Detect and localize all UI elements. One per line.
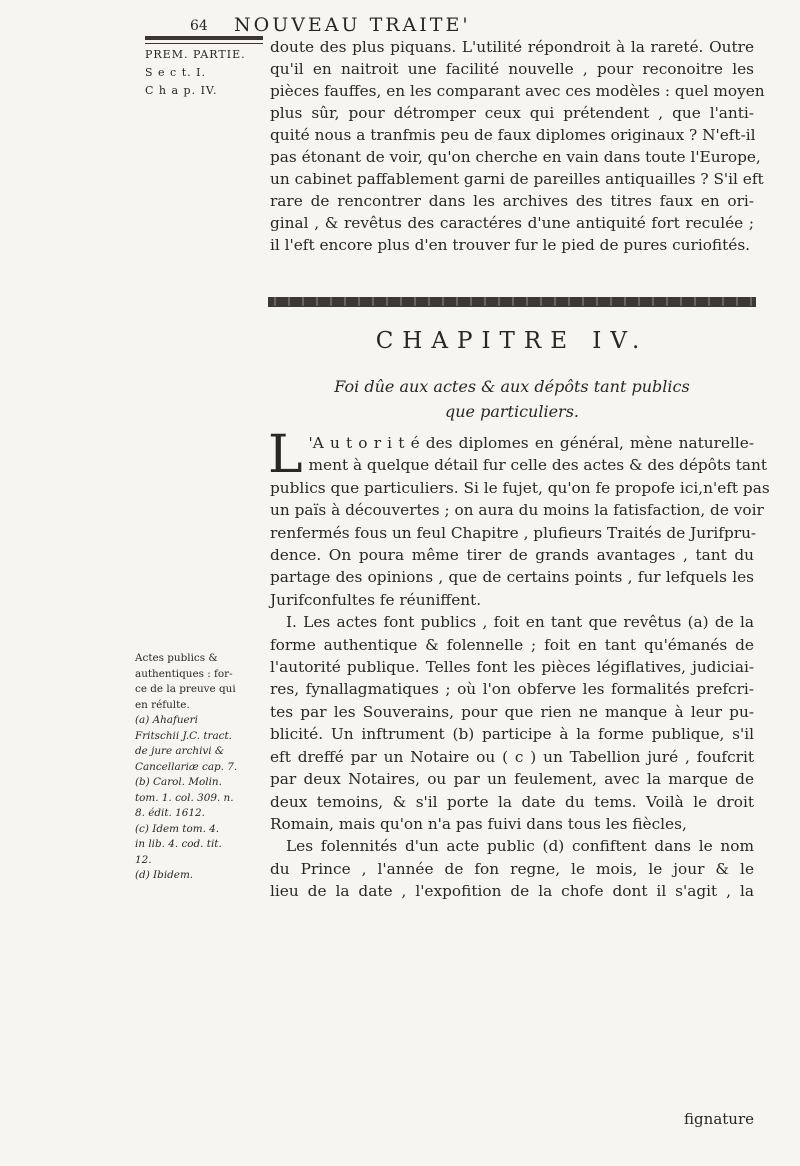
- text-line: Les folennités d'un acte public (d) confiftent dans le nom: [286, 837, 754, 856]
- text-line: pas étonant de voir, qu'on cherche en vain dans toute l'Europe,: [270, 148, 761, 166]
- text-line: renfermés fous un feul Chapitre , plufieurs Traités de Jurifpru-: [270, 523, 757, 542]
- text-line: eft dreffé par un Notaire ou ( c ) un Tabellion juré , foufcrit: [270, 747, 754, 766]
- page-number: 64: [190, 18, 208, 34]
- text-line: dence. On poura même tirer de grands avantages , tant du: [270, 546, 754, 565]
- chapter-body: [268, 425, 770, 903]
- thin-rule: [145, 43, 263, 44]
- footnote-b: (b) Carol. Molin.: [135, 776, 222, 788]
- chapter-title: CHAPITRE IV.: [375, 328, 649, 354]
- margin-notes: [135, 651, 263, 884]
- footnote-a-cont: de jure archivi &: [135, 745, 225, 757]
- ornamental-rule: [268, 297, 756, 307]
- text-line: Jurifconfultes fe réuniffent.: [270, 590, 482, 609]
- text-line: pièces fauffes, en les comparant avec ces modèles : quel moyen: [270, 82, 765, 100]
- text-line: publics que particuliers. Si le fujet, qu'on fe propofe ici,n'eft pas: [270, 478, 770, 497]
- catchword: fignature: [684, 1110, 754, 1128]
- intro-paragraph: [270, 36, 765, 256]
- text-line: du Prince , l'année de fon regne, le mois, le jour & le: [270, 859, 754, 878]
- subtitle-line-1: Foi dûe aux actes & aux dépôts tant publics: [334, 377, 690, 396]
- text-line: blicité. Un inftrument (b) participe à la forme publique, s'il: [270, 725, 754, 744]
- text-line: partage des opinions , que de certains points , fur lefquels les: [270, 568, 754, 587]
- text-line: doute des plus piquans. L'utilité répondroit à la rareté. Outre: [270, 38, 754, 56]
- margin-note-line: ce de la preuve qui: [135, 683, 236, 695]
- footnote-a-cont: Cancellariæ cap. 7.: [135, 760, 238, 773]
- text-line: rare de rencontrer dans les archives des titres faux en ori-: [270, 192, 754, 210]
- footnote-a: (a) Ahafueri: [135, 714, 198, 726]
- margin-note-line: authentiques : for-: [135, 667, 233, 680]
- margin-note-line: en réfulte.: [135, 698, 190, 711]
- section-label: S e c t. I.: [145, 66, 206, 79]
- text-line: deux temoins, & s'il porte la date du tems. Voilà le droit: [270, 792, 754, 811]
- footnote-b-cont: tom. 1. col. 309. n.: [135, 791, 234, 804]
- text-line: l'autorité publique. Telles font les pièces légiflatives, judiciai-: [270, 658, 754, 677]
- footnote-d: (d) Ibidem.: [135, 869, 194, 881]
- running-title: NOUVEAU TRAITE': [234, 14, 471, 36]
- footnote-b-cont: 8. édit. 1612.: [135, 807, 205, 819]
- footnote-a-cont: Fritschii J.C. tract.: [135, 729, 232, 742]
- chapter-label: C h a p. IV.: [145, 84, 218, 97]
- text-line: Romain, mais qu'on n'a pas fuivi dans tous les fiècles,: [270, 814, 687, 833]
- text-line: forme authentique & folennelle ; foit en tant qu'émanés de: [270, 635, 754, 654]
- text-line: res, fynallagmatiques ; où l'on obferve les formalités prefcri-: [270, 680, 754, 699]
- text-line: ment à quelque détail fur celle des actes & des dépôts tant: [308, 456, 768, 475]
- text-line: 'A u t o r i t é des diplomes en général, mène naturelle-: [308, 434, 754, 452]
- part-label: PREM. PARTIE.: [145, 48, 246, 61]
- text-line: tes par les Souverains, pour que rien ne manque à leur pu-: [270, 702, 754, 721]
- text-line: quité nous a tranfmis peu de faux diplomes originaux ? N'eft-il: [270, 126, 756, 144]
- text-line: un cabinet paffablement garni de pareilles antiquailles ? S'il eft: [270, 170, 764, 188]
- text-line: un païs à découvertes ; on aura du moins la fatisfaction, de voir: [270, 501, 764, 520]
- chapter-subtitle: [270, 374, 754, 424]
- text-line: I. Les actes font publics , foit en tant que revêtus (a) de la: [286, 613, 754, 632]
- footnote-c: (c) Idem tom. 4.: [135, 822, 220, 835]
- margin-note-line: Actes publics &: [135, 652, 218, 664]
- drop-cap: L: [268, 425, 303, 485]
- subtitle-line-2: que particuliers.: [445, 402, 579, 421]
- text-line: il l'eft encore plus d'en trouver fur le pied de pures curiofités.: [270, 236, 751, 254]
- footnote-c-cont: 12.: [135, 853, 152, 866]
- text-line: lieu de la date , l'expofition de la chofe dont il s'agit , la: [270, 882, 754, 901]
- text-line: plus sûr, pour détromper ceux qui prétendent , que l'anti-: [270, 104, 754, 122]
- text-line: ginal , & revêtus des caractéres d'une antiquité fort reculée ;: [270, 214, 754, 232]
- section-marker: [145, 36, 263, 100]
- text-line: par deux Notaires, ou par un feulement, avec la marque de: [270, 770, 754, 789]
- footnote-c-cont: in lib. 4. cod. tit.: [135, 838, 222, 850]
- text-line: qu'il en naitroit une facilité nouvelle , pour reconoitre les: [270, 60, 754, 78]
- thick-rule: [145, 36, 263, 40]
